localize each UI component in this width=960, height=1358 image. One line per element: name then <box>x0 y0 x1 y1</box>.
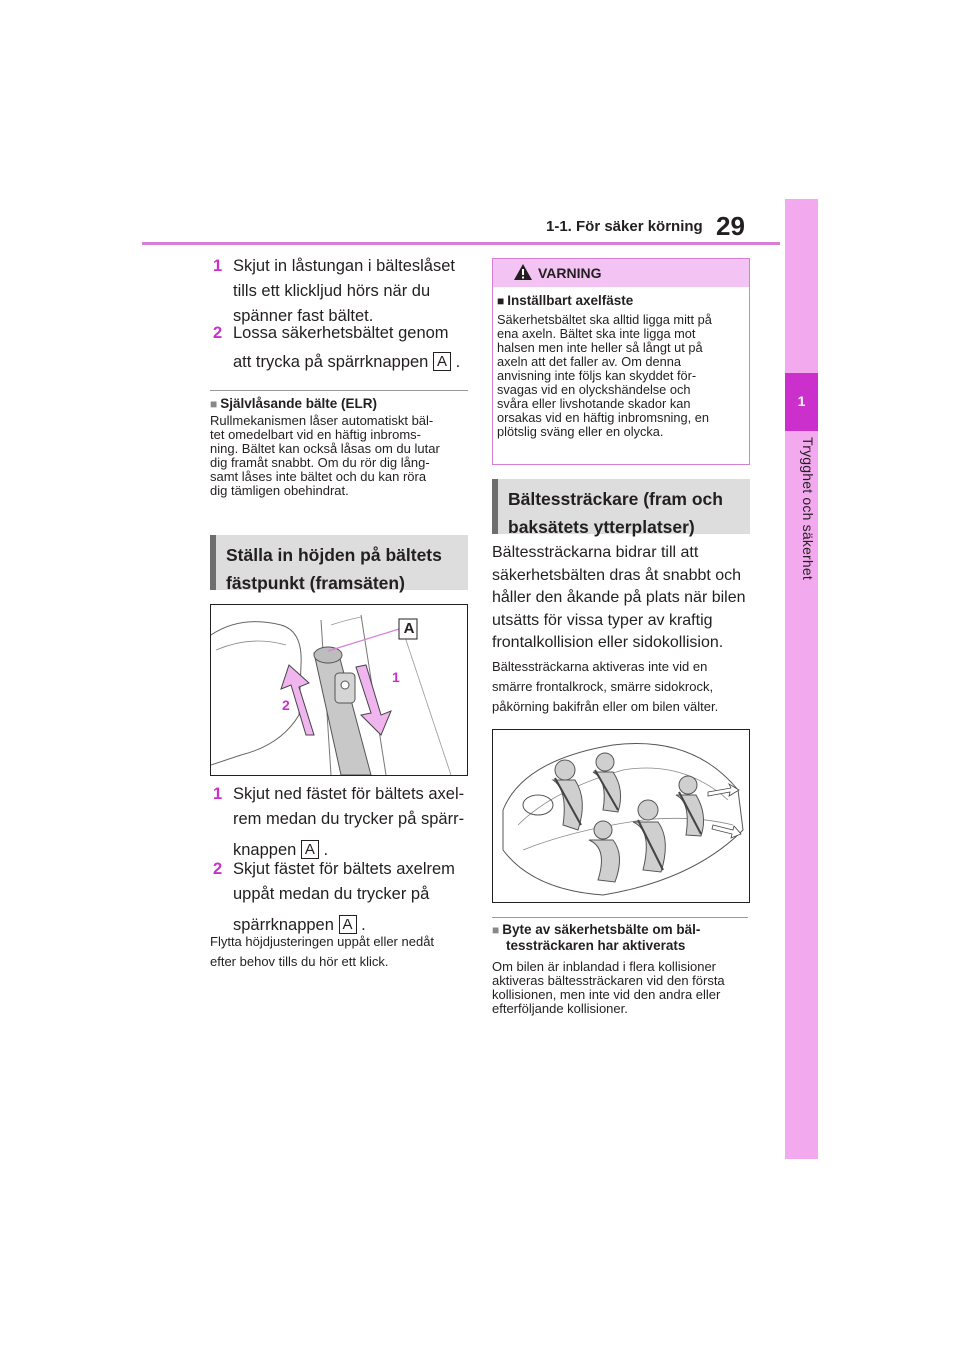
note-line: smärre frontalkrock, smärre sidokrock, <box>492 679 714 694</box>
step-2-release <box>213 322 483 374</box>
intro-line: frontalkollision eller sidokollision. <box>492 634 724 651</box>
step-line: att trycka på spärrknappen <box>233 353 429 371</box>
note-line: kollisionen, men inte vid den andra eller <box>492 987 721 1002</box>
step-end-mark: . <box>361 916 366 934</box>
section-pretensioners <box>492 479 750 537</box>
figure-label-1: 1 <box>392 669 400 685</box>
step-line-with-key <box>233 351 483 374</box>
step-number: 1 <box>213 257 223 275</box>
note-divider <box>492 917 748 918</box>
side-chapter-number: 1 <box>797 393 806 409</box>
note-line: samt låses inte bältet och du kan röra <box>210 469 427 484</box>
note-replace-body <box>492 960 757 1016</box>
note-elr-body <box>210 414 472 498</box>
warning-line: svagas vid en olyckshändelse och <box>497 382 691 397</box>
note-line: aktiveras bältessträckaren vid den första <box>492 973 725 988</box>
step-1-buckle <box>213 255 483 328</box>
intro-line: säkerhetsbälten dras åt snabbt och <box>492 566 742 584</box>
warning-line: ena axeln. Bältet ska inte ligga mot <box>497 326 696 341</box>
warning-box <box>492 258 750 465</box>
vehicle-occupants-illustration <box>493 730 749 902</box>
note-line: dig tämligen obehindrat. <box>210 483 349 498</box>
warning-line: orsakas vid en häftig inbromsning, en <box>497 410 709 425</box>
warning-line: halsen men inte heller så långt ut på <box>497 340 703 355</box>
step-line: Skjut ned fästet för bältets axel- <box>233 785 465 803</box>
step-line: rem medan du trycker på spärr- <box>233 810 465 828</box>
square-bullet-icon: ■ <box>210 397 218 411</box>
note-divider <box>210 390 468 391</box>
note-replace-title-line <box>492 922 748 938</box>
step-number: 2 <box>213 860 223 878</box>
note-line: efter behov tills du hör ett klick. <box>210 954 389 969</box>
warning-title-text: Inställbart axelfäste <box>507 293 634 308</box>
step-end-mark: . <box>455 353 461 371</box>
step-2-raise-anchor <box>213 858 483 937</box>
warning-line: anvisning inte följs kan skyddet för- <box>497 368 697 383</box>
step-line: Lossa säkerhetsbältet genom <box>233 324 449 342</box>
warning-line: axeln att det faller av. Om denna <box>497 354 681 369</box>
intro-line: Bältessträckarna bidrar till att <box>492 544 699 561</box>
section-title-line: baksätets ytterplatser) <box>508 517 695 537</box>
warning-line: svåra eller livshotande skador kan <box>497 396 691 411</box>
chapter-heading: 1-1. För säker körning <box>546 218 703 235</box>
figure-label-2: 2 <box>282 697 290 713</box>
section-title <box>216 535 468 597</box>
pretensioner-small-note <box>492 657 757 717</box>
warning-line: Säkerhetsbältet ska alltid ligga mitt på <box>497 312 712 327</box>
pretensioner-intro <box>492 542 762 655</box>
step-line: Skjut fästet för bältets axelrem <box>233 860 455 878</box>
note-line: påkörning bakifrån eller om bilen välter. <box>492 699 719 714</box>
square-bullet-icon: ■ <box>497 294 505 308</box>
note-replace-heading: Byte av säkerhetsbälte om bäl- <box>502 922 701 937</box>
header-divider <box>142 242 780 245</box>
page-number: 29 <box>716 211 745 241</box>
figure-anchor-adjuster <box>210 604 468 776</box>
adjust-note <box>210 932 475 972</box>
figure-label-a: A <box>403 620 415 637</box>
step-line: tills ett klickljud hörs när du <box>233 282 431 300</box>
warning-triangle-icon <box>513 263 533 281</box>
section-title-line: Ställa in höjden på bältets <box>226 545 442 565</box>
anchor-adjuster-illustration <box>211 605 467 775</box>
note-replace-title <box>492 922 748 953</box>
section-height-adjust <box>210 535 468 593</box>
key-label-a: A <box>339 915 357 934</box>
side-chapter-tab <box>785 199 818 1159</box>
step-line: spänner fast bältet. <box>233 307 374 325</box>
step-line: knappen <box>233 841 297 859</box>
warning-line: plötslig sväng eller en olycka. <box>497 424 664 439</box>
note-line: Om bilen är inblandad i flera kollisioner <box>492 959 717 974</box>
section-title-line: fästpunkt (framsäten) <box>226 573 405 593</box>
warning-body <box>497 313 747 439</box>
key-label-a: A <box>301 840 319 859</box>
step-line: spärrknappen <box>233 916 334 934</box>
step-end-mark: . <box>323 841 329 859</box>
note-line: Rullmekanismen låser automatiskt bäl- <box>210 413 434 428</box>
note-replace-title-line: tessträckaren har aktiverats <box>506 938 686 953</box>
note-elr-title <box>210 396 377 411</box>
warning-header <box>493 259 749 287</box>
warning-title <box>497 293 633 308</box>
step-number: 1 <box>213 785 223 803</box>
step-line: uppåt medan du trycker på <box>233 885 430 903</box>
intro-line: utsätts för vissa typer av kraftig <box>492 611 713 629</box>
warning-label: VARNING <box>538 265 602 281</box>
step-1-lower-anchor <box>213 783 483 862</box>
side-chapter-label: Trygghet och säkerhet <box>800 437 816 580</box>
note-line: efterföljande kollisioner. <box>492 1001 628 1016</box>
figure-vehicle-occupants <box>492 729 750 903</box>
note-elr-heading: Självlåsande bälte (ELR) <box>220 396 378 411</box>
note-line: ning. Bältet kan också låsas om du lutar <box>210 441 440 456</box>
square-bullet-icon: ■ <box>492 923 500 937</box>
note-line: Bältessträckarna aktiveras inte vid en <box>492 659 708 674</box>
intro-line: håller den åkande på plats när bilen <box>492 589 746 606</box>
note-line: Flytta höjdjusteringen uppåt eller nedåt <box>210 934 435 949</box>
step-number: 2 <box>213 324 223 342</box>
step-line: Skjut in låstungan i bälteslåset <box>233 257 455 275</box>
section-title-line: Bältessträckare (fram och <box>508 489 723 509</box>
key-label-a: A <box>433 352 451 371</box>
note-line: dig framåt snabbt. Om du rör dig lång- <box>210 455 430 470</box>
section-title <box>498 479 750 541</box>
note-line: tet omedelbart vid en häftig inbroms- <box>210 427 421 442</box>
